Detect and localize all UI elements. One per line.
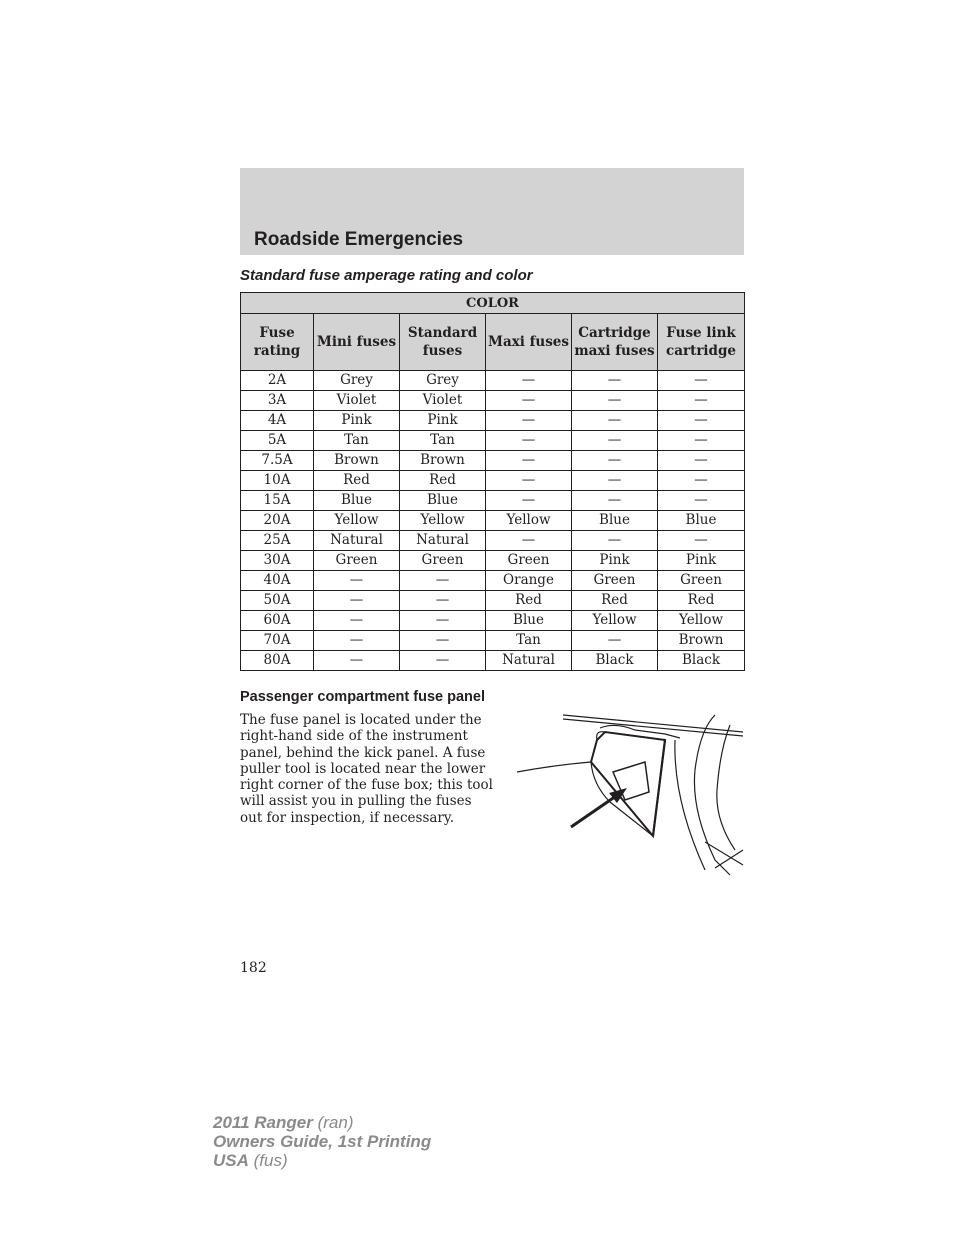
table-row [241, 551, 745, 571]
page-number: 182 [240, 960, 267, 976]
table-cell: Pink [572, 551, 658, 571]
table-cell: Blue [658, 511, 745, 531]
table-row [241, 651, 745, 671]
table-cell: Green [486, 551, 572, 571]
table-cell: Red [658, 591, 745, 611]
table-cell: 5A [241, 431, 314, 451]
table-cell: — [486, 531, 572, 551]
table-cell: Pink [400, 411, 486, 431]
panel-description: The fuse panel is located under the right-hand side of the instrument panel, behind the kick panel. A fuse puller tool is located near the lower right corner of the fuse box; this tool will assist you in pulling the fuses out for inspection, if necessary. [240, 712, 493, 826]
color-group-header: COLOR [241, 293, 745, 314]
table-cell: Red [486, 591, 572, 611]
table-row [241, 471, 745, 491]
table-cell: — [572, 471, 658, 491]
footer-market: USA [213, 1151, 249, 1170]
table-cell: 30A [241, 551, 314, 571]
table-row [241, 511, 745, 531]
table-cell: 10A [241, 471, 314, 491]
table-row [241, 591, 745, 611]
document-footer [213, 1113, 431, 1170]
column-header: Cartridge maxi fuses [572, 314, 658, 371]
table-cell: — [572, 451, 658, 471]
table-cell: — [400, 591, 486, 611]
table-cell: 60A [241, 611, 314, 631]
fuse-panel-illustration [505, 710, 745, 880]
table-cell: — [572, 431, 658, 451]
table-cell: — [486, 491, 572, 511]
table-row [241, 611, 745, 631]
table-cell: Yellow [314, 511, 400, 531]
table-cell: — [658, 371, 745, 391]
fuse-color-table [240, 292, 745, 671]
table-cell: — [314, 651, 400, 671]
table-cell: 80A [241, 651, 314, 671]
column-header: Fuse rating [241, 314, 314, 371]
table-cell: Blue [314, 491, 400, 511]
column-header-row [241, 314, 745, 371]
table-cell: 2A [241, 371, 314, 391]
table-cell: — [400, 631, 486, 651]
footer-model: 2011 Ranger [213, 1113, 313, 1132]
table-cell: 7.5A [241, 451, 314, 471]
table-cell: Natural [486, 651, 572, 671]
table-cell: Grey [314, 371, 400, 391]
table-cell: — [486, 451, 572, 471]
table-cell: Black [658, 651, 745, 671]
table-cell: — [658, 531, 745, 551]
table-cell: Tan [486, 631, 572, 651]
table-cell: — [486, 371, 572, 391]
table-cell: — [572, 531, 658, 551]
column-header: Fuse link cartridge [658, 314, 745, 371]
table-cell: Natural [400, 531, 486, 551]
table-cell: 15A [241, 491, 314, 511]
table-cell: — [314, 631, 400, 651]
table-cell: Blue [400, 491, 486, 511]
table-cell: Violet [314, 391, 400, 411]
table-cell: Red [400, 471, 486, 491]
table-cell: — [658, 491, 745, 511]
table-cell: Black [572, 651, 658, 671]
table-cell: — [486, 471, 572, 491]
table-body [241, 371, 745, 671]
column-header: Standard fuses [400, 314, 486, 371]
table-cell: — [486, 431, 572, 451]
table-row [241, 451, 745, 471]
table-cell: — [572, 411, 658, 431]
table-cell: Tan [314, 431, 400, 451]
table-cell: Brown [658, 631, 745, 651]
table-cell: 3A [241, 391, 314, 411]
table-cell: — [314, 571, 400, 591]
table-cell: — [658, 411, 745, 431]
table-cell: 40A [241, 571, 314, 591]
column-header: Maxi fuses [486, 314, 572, 371]
footer-market-code: (fus) [253, 1151, 288, 1170]
table-cell: Orange [486, 571, 572, 591]
table-cell: Brown [314, 451, 400, 471]
table-row [241, 491, 745, 511]
table-cell: — [572, 371, 658, 391]
table-cell: — [400, 571, 486, 591]
table-cell: Green [400, 551, 486, 571]
table-cell: — [658, 471, 745, 491]
table-cell: Blue [572, 511, 658, 531]
table-cell: Pink [314, 411, 400, 431]
table-cell: Tan [400, 431, 486, 451]
section-title: Roadside Emergencies [254, 229, 464, 250]
table-cell: 50A [241, 591, 314, 611]
table-row [241, 531, 745, 551]
table-cell: — [314, 611, 400, 631]
table-cell: — [572, 631, 658, 651]
table-cell: Pink [658, 551, 745, 571]
table-cell: Grey [400, 371, 486, 391]
table-cell: — [400, 611, 486, 631]
table-cell: Brown [400, 451, 486, 471]
table-title: Standard fuse amperage rating and color [240, 267, 533, 284]
table-cell: — [486, 391, 572, 411]
table-cell: — [314, 591, 400, 611]
table-cell: Green [314, 551, 400, 571]
footer-guide: Owners Guide, 1st Printing [213, 1132, 432, 1151]
table-cell: 70A [241, 631, 314, 651]
footer-model-code: (ran) [317, 1113, 354, 1132]
column-header: Mini fuses [314, 314, 400, 371]
table-cell: Red [572, 591, 658, 611]
table-cell: Red [314, 471, 400, 491]
table-row [241, 431, 745, 451]
table-cell: — [486, 411, 572, 431]
table-cell: Blue [486, 611, 572, 631]
table-cell: — [572, 391, 658, 411]
table-cell: Yellow [572, 611, 658, 631]
table-cell: Yellow [486, 511, 572, 531]
table-cell: — [658, 451, 745, 471]
section-header-band [240, 168, 744, 255]
table-cell: Natural [314, 531, 400, 551]
table-cell: Yellow [400, 511, 486, 531]
table-row [241, 571, 745, 591]
table-cell: 20A [241, 511, 314, 531]
table-row [241, 411, 745, 431]
table-cell: — [400, 651, 486, 671]
table-cell: — [658, 431, 745, 451]
table-cell: — [572, 491, 658, 511]
panel-heading: Passenger compartment fuse panel [240, 689, 485, 705]
table-cell: — [658, 391, 745, 411]
table-cell: 4A [241, 411, 314, 431]
table-cell: Green [658, 571, 745, 591]
table-row [241, 631, 745, 651]
table-row [241, 391, 745, 411]
table-row [241, 371, 745, 391]
table-cell: 25A [241, 531, 314, 551]
table-cell: Violet [400, 391, 486, 411]
table-cell: Yellow [658, 611, 745, 631]
table-cell: Green [572, 571, 658, 591]
